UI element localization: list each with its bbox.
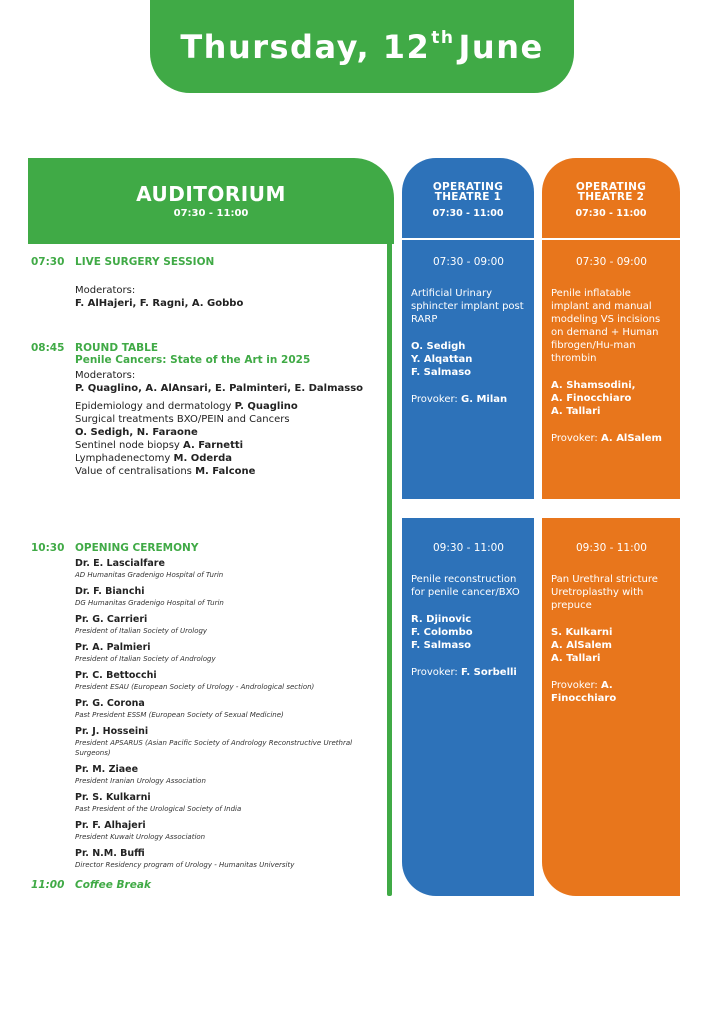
day-text: Thursday, 12 [180, 27, 431, 66]
guest-item [75, 642, 385, 664]
session-time: 09:30 - 11:00 [433, 542, 504, 554]
moderators-names: F. AlHajeri, F. Ragni, A. Gobbo [75, 298, 244, 309]
guest-role: President of Italian Society of Urology [75, 627, 208, 635]
talk-speaker: A. Farnetti [183, 440, 244, 451]
auditorium-time: 07:30 - 11:00 [173, 208, 249, 219]
talk-topic: Surgical treatments BXO/PEIN and Cancers [75, 414, 290, 425]
day-suffix: th [431, 27, 455, 48]
month-text: June [458, 27, 544, 66]
session-time: 07:30 - 09:00 [433, 256, 504, 268]
guest-item [75, 848, 385, 870]
faculty-name: S. Kulkarni [551, 627, 613, 638]
provoker-name: A. Finocchiaro [551, 680, 617, 704]
theatre-1-header [402, 182, 534, 219]
session-faculty [411, 340, 526, 379]
session-title: Pan Urethral stricture Uretroplasthy with prepuce [551, 574, 658, 611]
theatre-2-header [542, 182, 680, 219]
guest-name: Pr. G. Carrieri [75, 614, 148, 625]
session-title: Penile reconstruction for penile cancer/BXO [411, 574, 520, 598]
talk-item [75, 452, 385, 465]
talk-speaker: M. Oderda [173, 453, 233, 464]
guest-name: Pr. C. Bettocchi [75, 670, 157, 681]
session-time: 07:30 - 09:00 [576, 256, 647, 268]
theatre-1-late-panel [402, 518, 534, 896]
talk-speaker: O. Sedigh, N. Faraone [75, 427, 198, 438]
slot-hour: 07:30 [31, 256, 65, 268]
session-provoker [551, 679, 672, 705]
session-provoker [551, 432, 672, 445]
theatre-2-morning-panel [542, 158, 680, 499]
theatre-1-morning-panel [402, 158, 534, 499]
faculty-name: Y. Alqattan [411, 354, 473, 365]
day-banner [150, 0, 574, 93]
faculty-name: O. Sedigh [411, 341, 466, 352]
theatre-1-session-2 [411, 542, 526, 679]
talk-topic: Value of centralisations [75, 466, 192, 477]
talk-item [75, 439, 385, 452]
slot-title: ROUND TABLE [75, 342, 159, 354]
guest-role: DG Humanitas Gradenigo Hospital of Turin [75, 599, 224, 607]
faculty-name: F. Colombo [411, 627, 473, 638]
day-title [180, 28, 543, 66]
theatre-2-title-line2: THEATRE 2 [577, 191, 645, 203]
guest-name: Pr. M. Ziaee [75, 764, 139, 775]
faculty-name: A. Tallari [551, 406, 601, 417]
faculty-name: A. Finocchiaro [551, 393, 632, 404]
guest-role: President of Italian Society of Andrology [75, 655, 216, 663]
guest-item [75, 820, 385, 842]
session-title: Penile inflatable implant and manual modeling VS incisions on demand + Human fibrogen/Hu-man thrombin [551, 288, 661, 364]
guest-role: AD Humanitas Gradenigo Hospital of Turin [75, 571, 224, 579]
provoker-name: F. Sorbelli [460, 667, 517, 678]
auditorium-divider [387, 240, 392, 896]
guest-role: President ESAU (European Society of Urology - Andrological section) [75, 683, 315, 691]
session-provoker [411, 393, 526, 406]
session-faculty [551, 379, 672, 418]
auditorium-title: AUDITORIUM [136, 182, 286, 206]
talk-item [75, 413, 385, 426]
guest-item [75, 586, 385, 608]
session-title: Artificial Urinary sphincter implant post RARP [411, 288, 524, 325]
slot-title: OPENING CEREMONY [75, 542, 199, 554]
talk-topic: Epidemiology and dermatology [75, 401, 232, 412]
theatre-2-title-line1: OPERATING [575, 181, 647, 193]
slot-title: Coffee Break [75, 879, 151, 891]
talk-topic: Sentinel node biopsy [75, 440, 180, 451]
talk-topic: Lymphadenectomy [75, 453, 171, 464]
session-faculty [411, 613, 526, 652]
slot-hour: 08:45 [31, 342, 65, 354]
faculty-name: A. AlSalem [551, 640, 612, 651]
guest-item [75, 670, 385, 692]
moderators-label: Moderators: [75, 370, 136, 381]
provoker-label: Provoker: [411, 394, 458, 405]
guest-name: Dr. E. Lascialfare [75, 558, 165, 569]
guest-name: Pr. G. Corona [75, 698, 145, 709]
theatre-2-divider [542, 238, 680, 240]
talk-item [75, 465, 385, 478]
moderators-names: P. Quaglino, A. AlAnsari, E. Palminteri, E. Dalmasso [75, 383, 364, 394]
slot-title: LIVE SURGERY SESSION [75, 256, 215, 268]
guest-role: Director Residency program of Urology - Humanitas University [75, 861, 295, 869]
guest-role: President Iranian Urology Association [75, 777, 206, 785]
provoker-name: A. AlSalem [600, 433, 662, 444]
theatre-1-divider [402, 238, 534, 240]
guest-role: Past President of the Urological Society of India [75, 805, 242, 813]
guest-item [75, 764, 385, 786]
session-faculty [551, 626, 672, 665]
theatre-2-time: 07:30 - 11:00 [575, 208, 647, 219]
theatre-2-late-panel [542, 518, 680, 896]
guest-name: Pr. S. Kulkarni [75, 792, 151, 803]
auditorium-header [28, 158, 394, 244]
guest-item [75, 614, 385, 636]
guest-item [75, 698, 385, 720]
talk-item [75, 426, 385, 439]
faculty-name: A. Tallari [551, 653, 601, 664]
talk-speaker: M. Falcone [195, 466, 256, 477]
moderators-label: Moderators: [75, 285, 136, 296]
provoker-name: G. Milan [460, 394, 508, 405]
provoker-label: Provoker: [551, 680, 598, 691]
slot-hour: 11:00 [31, 879, 65, 891]
talk-item [75, 400, 385, 413]
guest-item [75, 792, 385, 814]
provoker-label: Provoker: [551, 433, 598, 444]
session-time: 09:30 - 11:00 [576, 542, 647, 554]
session-provoker [411, 666, 526, 679]
faculty-name: R. Djinovic [411, 614, 472, 625]
guest-role: President APSARUS (Asian Pacific Society of Andrology Reconstructive Urethral Surgeons) [75, 739, 353, 757]
theatre-1-title-line2: THEATRE 1 [434, 191, 502, 203]
faculty-name: F. Salmaso [411, 640, 472, 651]
guest-name: Pr. A. Palmieri [75, 642, 151, 653]
slot-hour: 10:30 [31, 542, 65, 554]
provoker-label: Provoker: [411, 667, 458, 678]
guest-role: Past President ESSM (European Society of Sexual Medicine) [75, 711, 284, 719]
theatre-1-time: 07:30 - 11:00 [432, 208, 504, 219]
theatre-2-session-1 [551, 256, 672, 445]
theatre-1-title-line1: OPERATING [432, 181, 504, 193]
guest-name: Pr. J. Hosseini [75, 726, 149, 737]
theatre-1-session-1 [411, 256, 526, 406]
faculty-name: A. Shamsodini, [551, 380, 636, 391]
guest-name: Pr. F. Alhajeri [75, 820, 146, 831]
guest-name: Dr. F. Bianchi [75, 586, 145, 597]
slot-subtitle: Penile Cancers: State of the Art in 2025 [75, 354, 311, 366]
guest-name: Pr. N.M. Buffi [75, 848, 145, 859]
guest-role: President Kuwait Urology Association [75, 833, 206, 841]
guest-item [75, 726, 385, 758]
theatre-2-session-2 [551, 542, 672, 705]
guest-item [75, 558, 385, 580]
faculty-name: F. Salmaso [411, 367, 472, 378]
talk-speaker: P. Quaglino [234, 401, 298, 412]
